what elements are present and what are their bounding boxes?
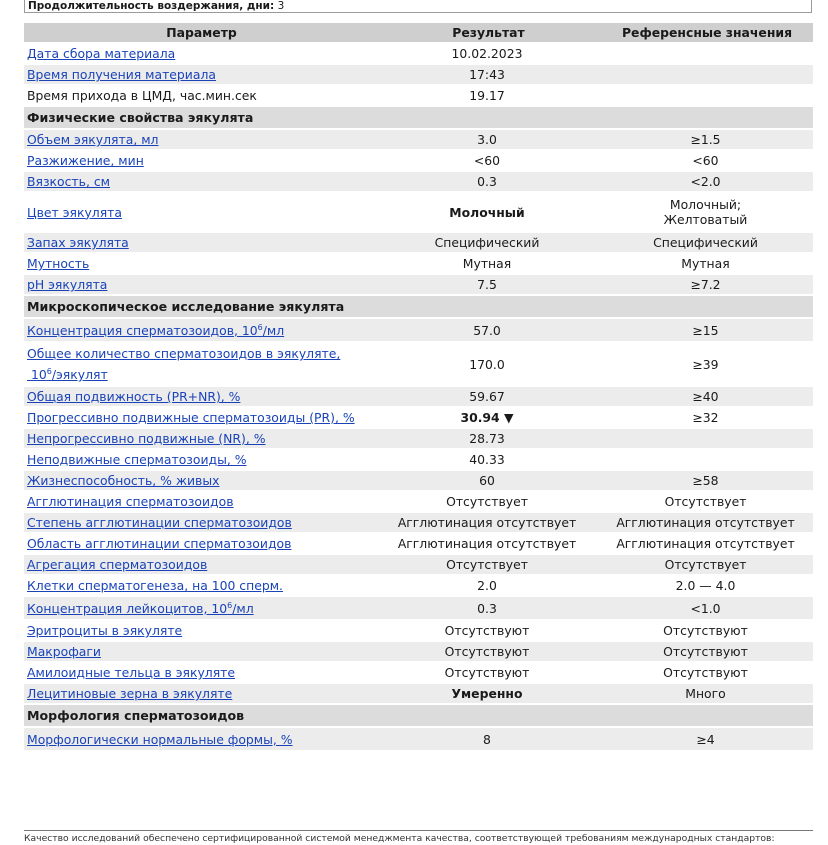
ref-value: Специфический: [598, 233, 813, 252]
param-link[interactable]: Степень агглютинации сперматозоидов: [27, 515, 292, 530]
ref-value: Агглютинация отсутствует: [598, 534, 813, 553]
ref-value: ≥58: [598, 471, 813, 490]
table-row: [24, 450, 813, 469]
result-value: 17:43: [376, 65, 598, 84]
abstinence-duration: [24, 0, 812, 13]
param-link[interactable]: pH эякулята: [27, 277, 108, 292]
section-header: [24, 705, 813, 726]
table-row: [24, 343, 813, 385]
table-row: [24, 408, 813, 427]
param-sup: 6: [227, 600, 233, 610]
param-link[interactable]: Клетки сперматогенеза, на 100 сперм.: [27, 578, 283, 593]
table-row: [24, 275, 813, 294]
param-text: /мл: [232, 600, 254, 616]
result-value-flag-low: 30.94 ▼: [376, 408, 598, 427]
ref-value: <2.0: [598, 172, 813, 191]
ref-value: 2.0 — 4.0: [598, 576, 813, 595]
results-table: [24, 21, 813, 752]
param-text: /мл: [262, 322, 285, 338]
table-row: [24, 728, 813, 750]
param-link[interactable]: [27, 346, 340, 382]
param-link[interactable]: Общая подвижность (PR+NR), %: [27, 389, 241, 404]
param-link[interactable]: Запах эякулята: [27, 235, 129, 250]
result-value: Специфический: [376, 233, 598, 252]
ref-value: [598, 86, 813, 105]
result-value: 40.33: [376, 450, 598, 469]
result-value: Умеренно: [376, 684, 598, 703]
ref-value: ≥39: [598, 343, 813, 385]
ref-value: [598, 193, 813, 231]
ref-value: Отсутствуют: [598, 663, 813, 682]
param-link[interactable]: Вязкость, см: [27, 174, 110, 189]
result-value: 60: [376, 471, 598, 490]
param-text: /эякулят: [51, 367, 108, 382]
section-header: [24, 296, 813, 317]
result-value: 57.0: [376, 319, 598, 341]
result-value: Отсутствует: [376, 555, 598, 574]
ref-value: ≥32: [598, 408, 813, 427]
table-row: [24, 471, 813, 490]
param-text: 10: [30, 367, 47, 382]
param-sup: 6: [46, 366, 52, 376]
ref-value: ≥15: [598, 319, 813, 341]
result-value: Отсутствует: [376, 492, 598, 511]
result-value: Мутная: [376, 254, 598, 273]
param-link[interactable]: [27, 601, 254, 616]
param-link[interactable]: Амилоидные тельца в эякуляте: [27, 665, 235, 680]
abstinence-label: Продолжительность воздержания, дни:: [28, 0, 275, 12]
result-value: 3.0: [376, 130, 598, 149]
result-value: <60: [376, 151, 598, 170]
table-row: [24, 172, 813, 191]
ref-value: [598, 65, 813, 84]
ref-value: Отсутствует: [598, 555, 813, 574]
table-row: [24, 663, 813, 682]
section-title: Микроскопическое исследование эякулята: [24, 296, 813, 317]
quality-footer-note: Качество исследований обеспечено сертифицированной системой менеджмента качества, соответствующей требованиям международных стандартов:: [24, 830, 813, 844]
ref-value: Много: [598, 684, 813, 703]
ref-value-line: Желтоватый: [663, 212, 748, 227]
header-result: Результат: [376, 23, 598, 42]
param-link[interactable]: Мутность: [27, 256, 90, 271]
table-row: [24, 233, 813, 252]
section-header: [24, 107, 813, 128]
param-link[interactable]: Агрегация сперматозоидов: [27, 557, 208, 572]
result-value: 28.73: [376, 429, 598, 448]
section-title: Физические свойства эякулята: [24, 107, 813, 128]
result-value: Молочный: [376, 193, 598, 231]
table-row: [24, 576, 813, 595]
ref-value: ≥7.2: [598, 275, 813, 294]
result-value: Отсутствуют: [376, 642, 598, 661]
table-row: [24, 65, 813, 84]
result-value: 0.3: [376, 172, 598, 191]
ref-value: [598, 450, 813, 469]
param-text: Концентрация лейкоцитов, 10: [27, 600, 228, 616]
param-link[interactable]: Макрофаги: [27, 644, 101, 659]
table-row: [24, 492, 813, 511]
ref-value: <1.0: [598, 597, 813, 619]
abstinence-value: 3: [277, 0, 285, 12]
ref-value: Отсутствует: [598, 492, 813, 511]
table-row: [24, 130, 813, 149]
result-value: Агглютинация отсутствует: [376, 513, 598, 532]
result-value: 19.17: [376, 86, 598, 105]
param-link[interactable]: Эритроциты в эякуляте: [27, 623, 183, 638]
param-link[interactable]: Неподвижные сперматозоиды, %: [27, 452, 247, 467]
param-link[interactable]: Цвет эякулята: [27, 204, 122, 220]
result-value: 10.02.2023: [376, 44, 598, 63]
param-label: Время прихода в ЦМД, час.мин.сек: [27, 88, 257, 103]
table-row: [24, 86, 813, 105]
table-row: [24, 597, 813, 619]
param-text: Общее количество сперматозоидов в эякуляте,: [27, 346, 341, 361]
result-value: 170.0: [376, 343, 598, 385]
ref-value: <60: [598, 151, 813, 170]
section-title: Морфология сперматозоидов: [24, 705, 813, 726]
ref-value: Агглютинация отсутствует: [598, 513, 813, 532]
param-link[interactable]: Дата сбора материала: [27, 46, 176, 61]
table-row: [24, 642, 813, 661]
table-row: [24, 193, 813, 231]
result-value: 2.0: [376, 576, 598, 595]
result-value: 7.5: [376, 275, 598, 294]
param-link[interactable]: Жизнеспособность, % живых: [27, 473, 220, 488]
table-row: [24, 621, 813, 640]
result-value: 8: [376, 728, 598, 750]
param-link[interactable]: Время получения материала: [27, 67, 216, 82]
result-value: 59.67: [376, 387, 598, 406]
ref-value: Отсутствуют: [598, 621, 813, 640]
ref-value: Отсутствуют: [598, 642, 813, 661]
param-text: Концентрация сперматозоидов, 10: [27, 322, 258, 338]
result-value: 0.3: [376, 597, 598, 619]
param-link[interactable]: Разжижение, мин: [27, 153, 144, 168]
table-row: [24, 513, 813, 532]
ref-value: ≥1.5: [598, 130, 813, 149]
ref-value-line: Молочный;: [669, 197, 742, 212]
param-sup: 6: [257, 322, 263, 332]
ref-value: Мутная: [598, 254, 813, 273]
param-link[interactable]: Область агглютинации сперматозоидов: [27, 536, 292, 551]
table-row: [24, 387, 813, 406]
table-row: [24, 44, 813, 63]
param-link[interactable]: [27, 323, 284, 338]
param-link[interactable]: Объем эякулята, мл: [27, 132, 159, 147]
param-link[interactable]: Лецитиновые зерна в эякуляте: [27, 686, 233, 701]
table-row: [24, 555, 813, 574]
ref-value: ≥40: [598, 387, 813, 406]
table-row: [24, 151, 813, 170]
result-value: Агглютинация отсутствует: [376, 534, 598, 553]
table-row: [24, 254, 813, 273]
table-row: [24, 429, 813, 448]
ref-value: [598, 429, 813, 448]
result-value: Отсутствуют: [376, 621, 598, 640]
table-header: [24, 23, 813, 42]
param-link[interactable]: Морфологически нормальные формы, %: [27, 731, 293, 747]
param-link[interactable]: Агглютинация сперматозоидов: [27, 494, 234, 509]
param-link[interactable]: Прогрессивно подвижные сперматозоиды (PR), %: [27, 410, 355, 425]
param-link[interactable]: Непрогрессивно подвижные (NR), %: [27, 431, 266, 446]
header-ref: Референсные значения: [598, 23, 813, 42]
table-row: [24, 534, 813, 553]
result-value: Отсутствуют: [376, 663, 598, 682]
header-param: Параметр: [24, 23, 376, 42]
table-row: [24, 684, 813, 703]
table-row: [24, 319, 813, 341]
ref-value: ≥4: [598, 728, 813, 750]
ref-value: [598, 44, 813, 63]
